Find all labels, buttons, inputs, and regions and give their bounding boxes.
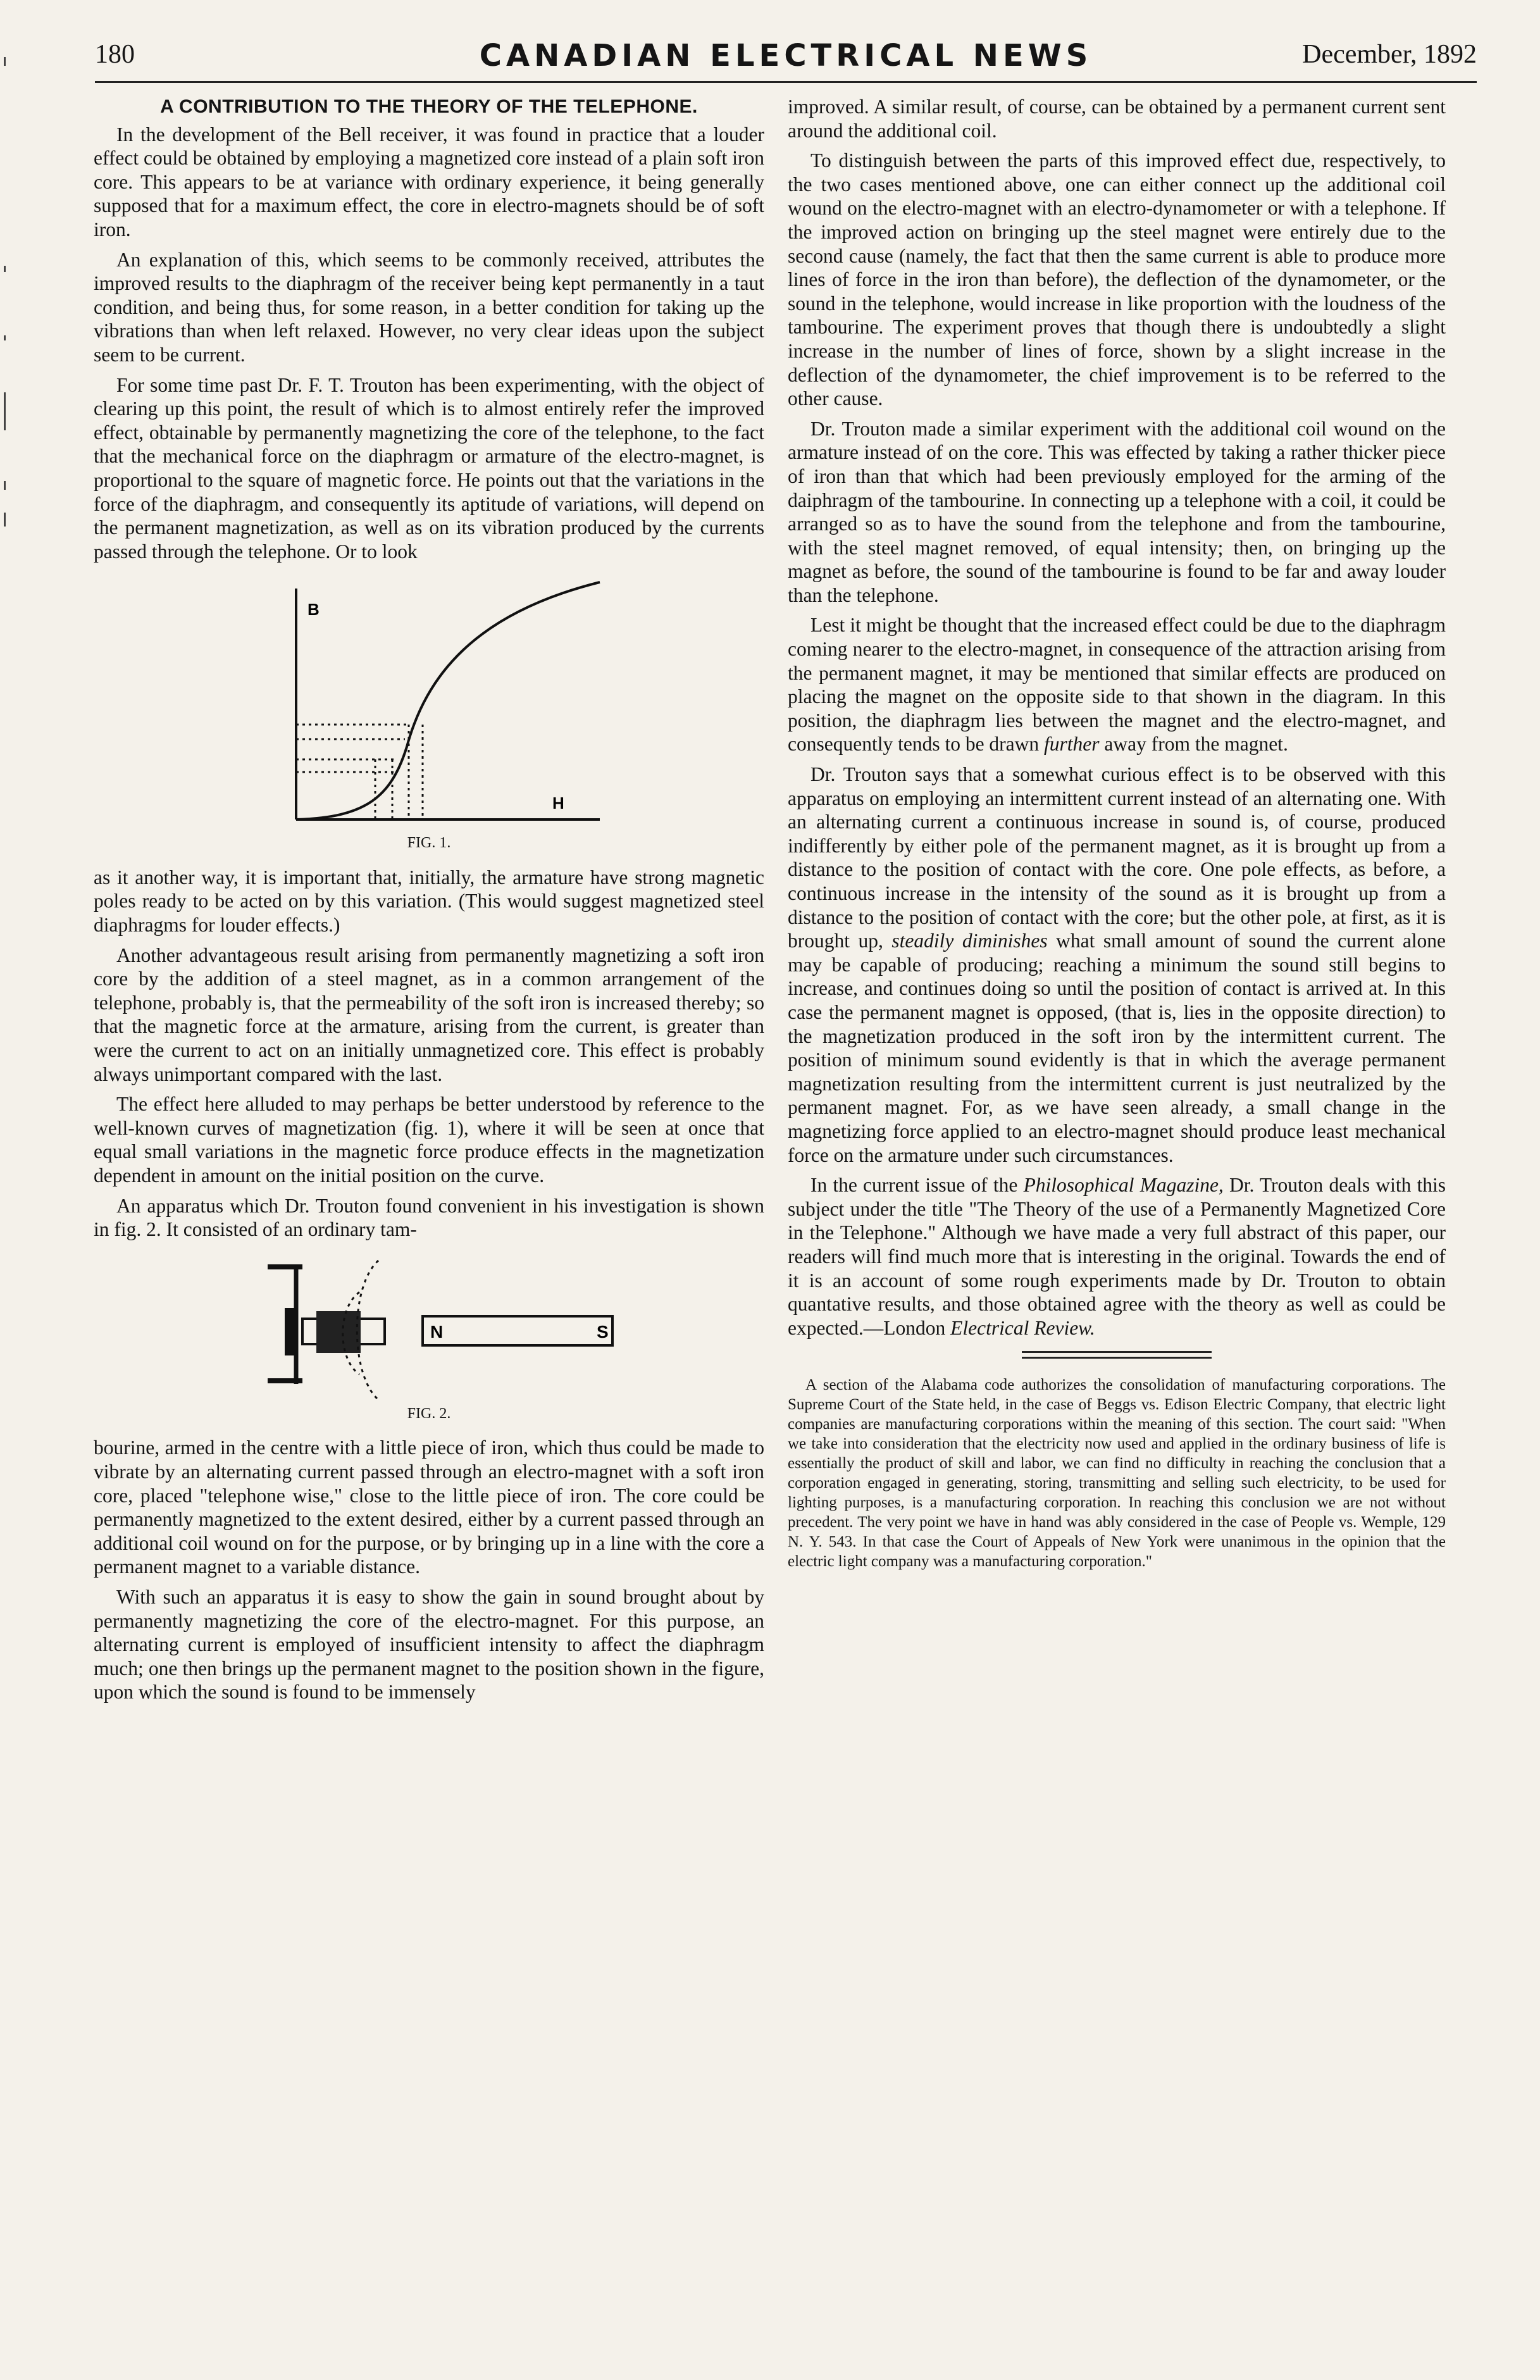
paragraph-text: away from the magnet. (1104, 733, 1288, 756)
paragraph-text: the current alone may be capable of producing; reaching a minimum the sound still begins to increase, and continues doing so until the position of contact is arrived at. In this case the permanent magnet is opposed, (that is, lies in the opposite direction) to the magnetization produced in the soft iron by the intermittent current. The position of minimum sound evidently is that in which the average permanent magnetization resulting from the intermittent current is just neutralized by the permanent magnet. For, as we have seen already, a small change in the magnetizing force applied to an electro-magnet should produce least mechanical force on the armature under such circumstances. (788, 930, 1446, 1166)
issue-date: December, 1892 (1302, 40, 1477, 69)
figure-1-caption: FIG. 1. (407, 835, 451, 852)
figure-2-caption: FIG. 2. (407, 1405, 451, 1422)
paragraph: Dr. Trouton made a similar experiment with the additional coil wound on the armature instead of on the core. This was effected by taking a rather thicker piece of iron than that which had been previously employed for the arming of the daiphragm of the tambourine. In connecting up a telephone with a coil, it could be arranged so as to have the sound from the telephone and from the tambourine, with the steel magnet removed, of equal intensity; then, on bringing up the magnet as before, the sound of the tambourine is found to be far and away louder than the telephone. (788, 417, 1446, 606)
paragraph-text: Dr. Trouton deals with this subject under the title "The Theory of the use of a Permanently Magnetized Core in the Telephone." Although we have made a very full abstract of this paper, our readers will find much more that is interesting in the original. Towards the end of it is an account of some rough experiments made by Dr. Trouton to obtain quantative results, and those obtained agree with the theory as well as could be expected.—London (788, 1174, 1446, 1339)
right-column (788, 95, 1446, 1571)
magnetization-curve-diagram (208, 570, 650, 835)
margin-speck (4, 57, 6, 66)
paragraph-text: Dr. Trouton says that a somewhat curious effect is to be observed with this apparatus on employing an intermittent current instead of an alternating one. With an alternating current a continuous increase in sound is, of course, produced indifferently by either pole of the permanent magnet, as it is brought up from a distance to the position of contact with the core. One pole effects, as before, a continuous increase in the intensity of the sound as it is brought up from a distance to the position of contact with the core; but the other pole, at first, as it is brought up, (788, 763, 1446, 952)
paragraph (788, 1173, 1446, 1340)
paragraph: The effect here alluded to may perhaps be better understood by reference to the well-known curves of magnetization (fig. 1), where it will be seen at once that equal small variations in the magnetic force produce effects in the magnetization dependent in amount on the initial position on the curve. (94, 1093, 764, 1187)
paragraph: improved. A similar result, of course, can be obtained by a permanent current sent around the additional coil. (788, 96, 1446, 142)
paragraph: bourine, armed in the centre with a little piece of iron, which thus could be made to vibrate by an alternating current passed through an electro-magnet with a soft iron core, placed "telephone wise," close to the little piece of iron. The core could be permanently magnetized to the extent desired, either by a current passed through an additional coil wound on for the purpose, or by bringing up in a line with the core a permanent magnet to a variable distance. (94, 1436, 764, 1578)
page-header (95, 37, 1477, 83)
masthead: CANADIAN ELECTRICAL NEWS (479, 38, 1093, 73)
x-axis-label: H (552, 794, 564, 813)
italic-word: steadily diminishes (891, 930, 1048, 952)
magnetization-curve (296, 582, 600, 819)
margin-marks (4, 38, 23, 544)
paragraph: An apparatus which Dr. Trouton found convenient in his investigation is shown in fig. 2. It consisted of an ordinary tam- (94, 1194, 764, 1241)
diaphragm-iron (285, 1308, 296, 1355)
page-number: 180 (95, 40, 135, 69)
margin-speck (4, 513, 6, 526)
paragraph-text: what small amount of sound (1056, 930, 1296, 952)
footnote (788, 1375, 1446, 1571)
left-column (94, 95, 764, 1710)
electromagnet-coil (316, 1311, 361, 1353)
paragraph (788, 763, 1446, 1167)
paragraph: To distinguish between the parts of this improved effect due, respectively, to the two cases mentioned above, one can either connect up the additional coil wound on the electro-magnet with an electro-dynamometer or with a telephone. If the improved action on bringing up the steel magnet were entirely due to the second cause (namely, the fact that then the same current is able to produce more lines of force in the iron than before), the deflection of the dynamometer, or the sound in the telephone, would increase in like proportion with the loudness of the tambourine. The experiment proves that though there is undoubtedly a slight increase in the number of lines of force, shown by a slight increase in the deflection of the dynamometer, the chief improvement is to be referred to the other cause. (788, 149, 1446, 410)
figure-1 (94, 570, 764, 856)
italic-word: further (1044, 733, 1100, 756)
permanent-magnet (423, 1316, 612, 1345)
footnote-text: A section of the Alabama code authorizes the consolidation of manufacturing corporations. The Supreme Court of the State held, in the case of Beggs vs. Edison Electric Company, that electric light companies are manufacturing corporations within the meaning of this section. The court said: "When we take into consideration that the electricity now used and applied in the ordinary business of life is essentially the product of skill and labor, we can find no difficulty in reaching the conclusion that a corporation engaged in generating, storing, transmitting and selling such electricity, to be used for lighting purposes, is a manufacturing corporation. In reaching this conclusion we are not without precedent. The very point we have in hand was ably considered in the case of People vs. Wemple, 129 N. Y. 543. In that case the Court of Appeals of New York were unanimous in the opinion that the electric light company was a manufacturing corporation." (788, 1376, 1446, 1571)
south-pole-label: S (597, 1321, 609, 1342)
paragraph (788, 613, 1446, 756)
margin-speck (4, 392, 6, 430)
paragraph-text: Lest it might be thought that the increased effect could be due to the diaphragm coming nearer to the electro-magnet, in consequence of the attraction arising from the permanent magnet, it may be mentioned that similar effects are produced on placing the magnet on the opposite side to that shown in the diagram. In this position, the diaphragm lies between the magnet and the electro-magnet, and consequently tends to be drawn (788, 614, 1446, 756)
tambourine-apparatus-diagram (208, 1248, 650, 1406)
margin-speck (4, 266, 6, 272)
paragraph: For some time past Dr. F. T. Trouton has been experimenting, with the object of clearing up this point, the result of which is to almost entirely refer the improved effect, obtainable by permanently magnetizing the core of the telephone, to the fact that the mechanical force on the diaphragm or armature of the electro-magnet, is proportional to the square of magnetic force. He points out that the variations in the force of the diaphragm, and consequently its aptitude of variations, will depend on the permanent magnetization, as well as on its vibration produced by the currents passed through the telephone. Or to look (94, 373, 764, 563)
margin-speck (4, 481, 6, 490)
paragraph: Another advantageous result arising from permanently magnetizing a soft iron core by the addition of a steel magnet, as in a common arrangement of the telephone, probably is, that the permeability of the soft iron is increased thereby; so that the magnetic force at the armature, arising from the current, is greater than were the current to act on an initially unmagnetized core. This effect is probably always unimportant compared with the last. (94, 944, 764, 1085)
margin-speck (4, 335, 6, 340)
y-axis-label: B (307, 600, 320, 620)
paragraph: With such an apparatus it is easy to show the gain in sound brought about by permanently magnetizing the core of the electro-magnet. For this purpose, an alternating current is employed of insufficient intensity to affect the diaphragm much; one then brings up the permanent magnet to the position shown in the figure, upon which the sound is found to be immensely (94, 1585, 764, 1704)
paragraph: An explanation of this, which seems to be commonly received, attributes the improved results to the diaphragm of the receiver being kept permanently in a taut condition, and being thus, for some reason, in a better condition for taking up the vibrations than when left relaxed. However, no very clear ideas upon the subject seem to be current. (94, 248, 764, 366)
paragraph: In the development of the Bell receiver, it was found in practice that a louder effect could be obtained by employing a magnetized core instead of a plain soft iron core. This appears to be at variance with ordinary experience, it being generally supposed that for a maximum effect, the core in electro-magnets should be of soft iron. (94, 123, 764, 240)
north-pole-label: N (430, 1321, 444, 1342)
figure-2 (94, 1248, 764, 1426)
section-divider (1022, 1351, 1212, 1359)
paragraph: as it another way, it is important that, initially, the armature have strong magnetic poles ready to be acted on by this variation. (This would suggest magnetized steel diaphragms for louder effects.) (94, 866, 764, 937)
journal-title: Philosophical Magazine, (1023, 1174, 1224, 1197)
source-title: Electrical Review. (950, 1316, 1095, 1339)
paragraph-text: In the current issue of the (810, 1174, 1018, 1197)
article-title: A CONTRIBUTION TO THE THEORY OF THE TELEPHONE. (160, 96, 698, 117)
